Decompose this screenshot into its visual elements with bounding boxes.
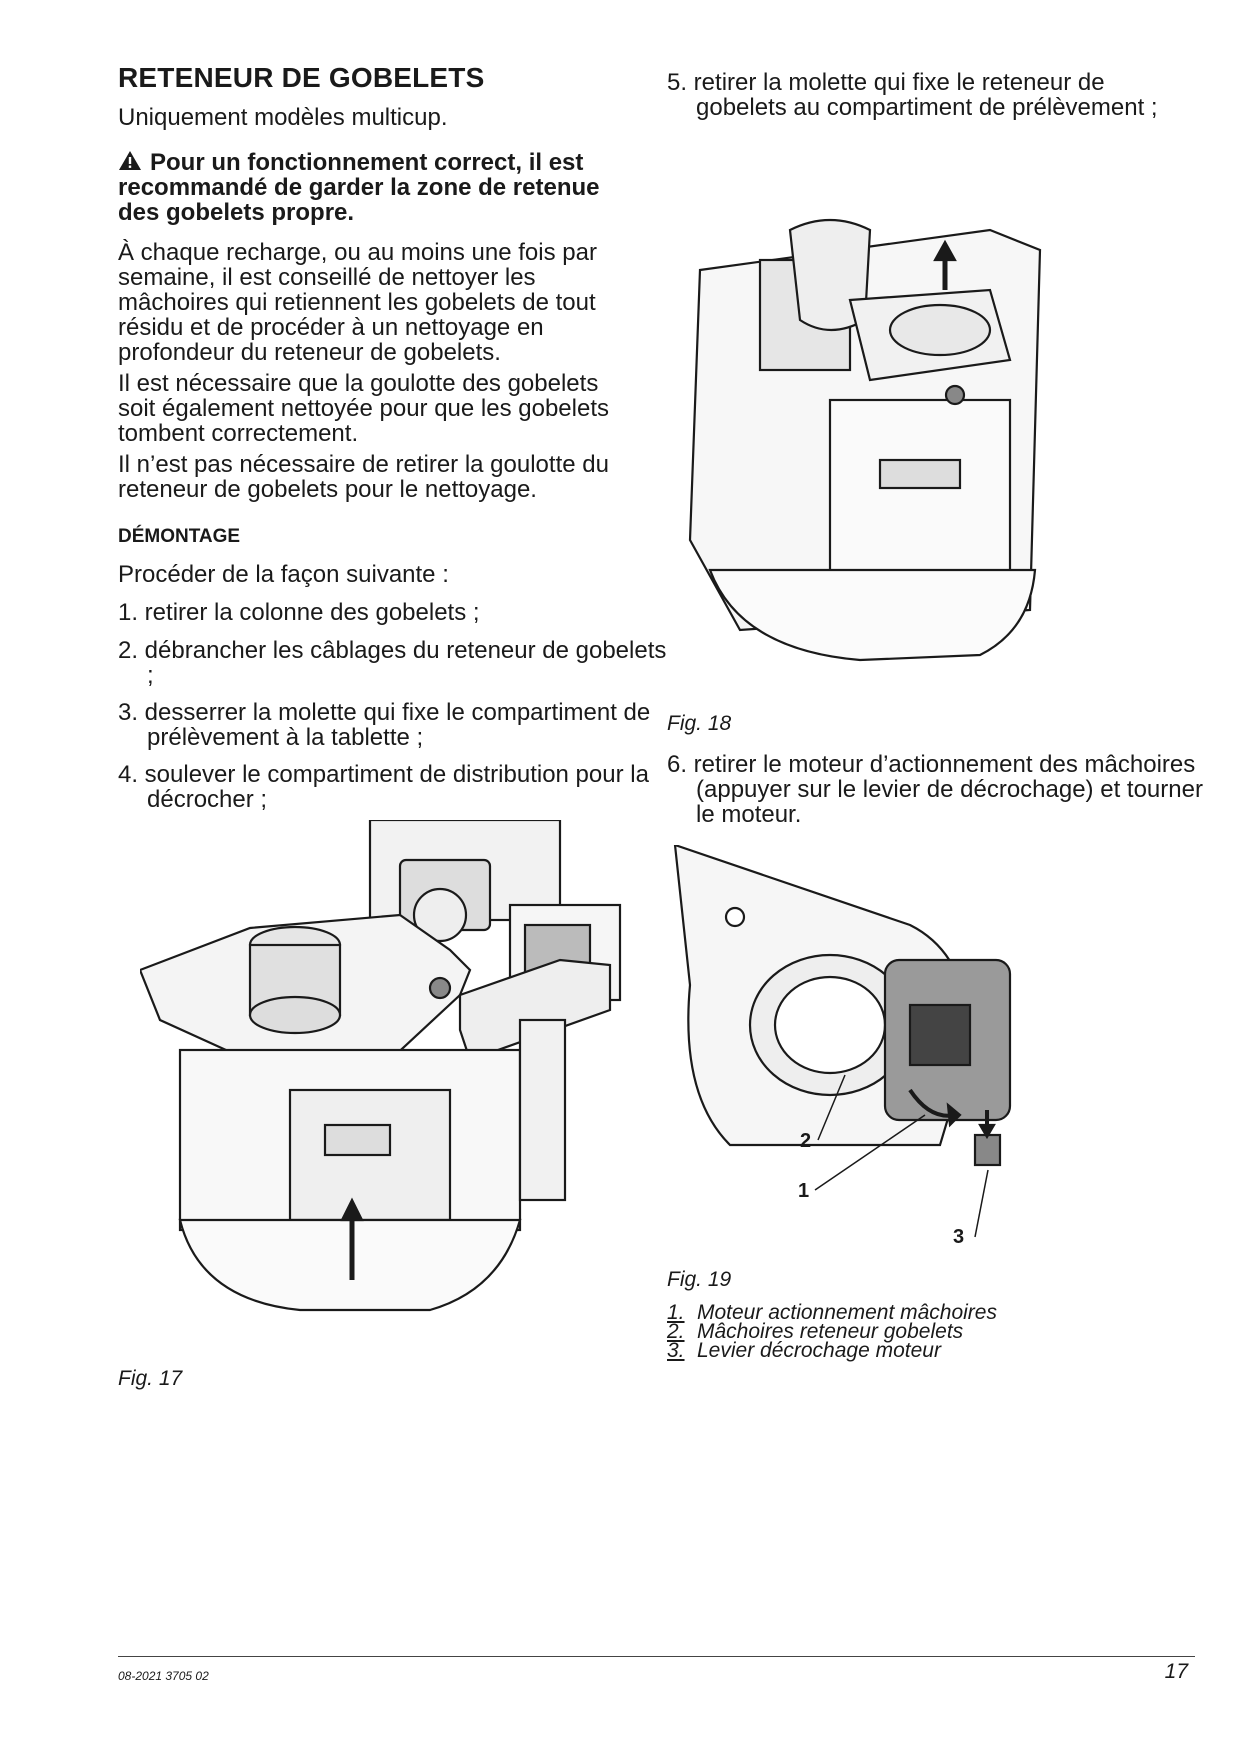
- figure-19-caption: Fig. 19: [667, 1268, 732, 1291]
- subtitle: Uniquement modèles multicup.: [118, 104, 448, 131]
- paragraph-no-removal: Il n’est pas nécessaire de retirer la goulotte du reteneur de gobelets pour le nettoyage.: [118, 451, 609, 503]
- figure-19-legend: [667, 1303, 997, 1360]
- callout-1: 1: [798, 1180, 810, 1202]
- warning-note: [118, 150, 638, 225]
- figure-17-illustration: [140, 820, 640, 1340]
- step-5: 5. retirer la molette qui fixe le reteneur de gobelets au compartiment de prélèvement ;: [667, 69, 1158, 121]
- footer-document-code: 08-2021 3705 02: [118, 1669, 209, 1683]
- step-2: 2. débrancher les câblages du reteneur de gobelets ;: [118, 637, 667, 689]
- warning-icon: [118, 150, 142, 171]
- footer-rule: [118, 1656, 1195, 1657]
- legend-item: 2. Mâchoires reteneur gobelets: [667, 1320, 964, 1343]
- legend-item: 1. Moteur actionnement mâchoires: [667, 1301, 997, 1324]
- callout-3: 3: [953, 1226, 965, 1245]
- procedure-intro: Procéder de la façon suivante :: [118, 561, 449, 588]
- paragraph-cleaning: À chaque recharge, ou au moins une fois par semaine, il est conseillé de nettoyer les mâchoires qui retiennent les gobelets de tout résidu et de procéder à un nettoyage en profondeur du reteneur de gobelets.: [118, 239, 597, 366]
- page-title: RETENEUR DE GOBELETS: [118, 62, 485, 93]
- legend-item: 3. Levier décrochage moteur: [667, 1339, 941, 1362]
- step-6: 6. retirer le moteur d’actionnement des mâchoires (appuyer sur le levier de décrochage) et tourner le moteur.: [667, 751, 1203, 828]
- figure-18-caption: Fig. 18: [667, 712, 732, 735]
- section-title: DÉMONTAGE: [118, 526, 241, 547]
- callout-2: 2: [800, 1130, 812, 1152]
- step-4: 4. soulever le compartiment de distribution pour la décrocher ;: [118, 761, 649, 813]
- page-number: 17: [1164, 1660, 1188, 1683]
- paragraph-chute: Il est nécessaire que la goulotte des gobelets soit également nettoyée pour que les gobelets tombent correctement.: [118, 370, 610, 447]
- step-1: 1. retirer la colonne des gobelets ;: [118, 599, 480, 626]
- figure-19-illustration: [670, 845, 1110, 1245]
- figure-17-caption: Fig. 17: [118, 1367, 183, 1390]
- figure-18-illustration: [680, 190, 1060, 670]
- warning-text: Pour un fonctionnement correct, il est recommandé de garder la zone de retenue des gobelets propre.: [118, 149, 600, 226]
- step-3: 3. desserrer la molette qui fixe le compartiment de prélèvement à la tablette ;: [118, 699, 651, 751]
